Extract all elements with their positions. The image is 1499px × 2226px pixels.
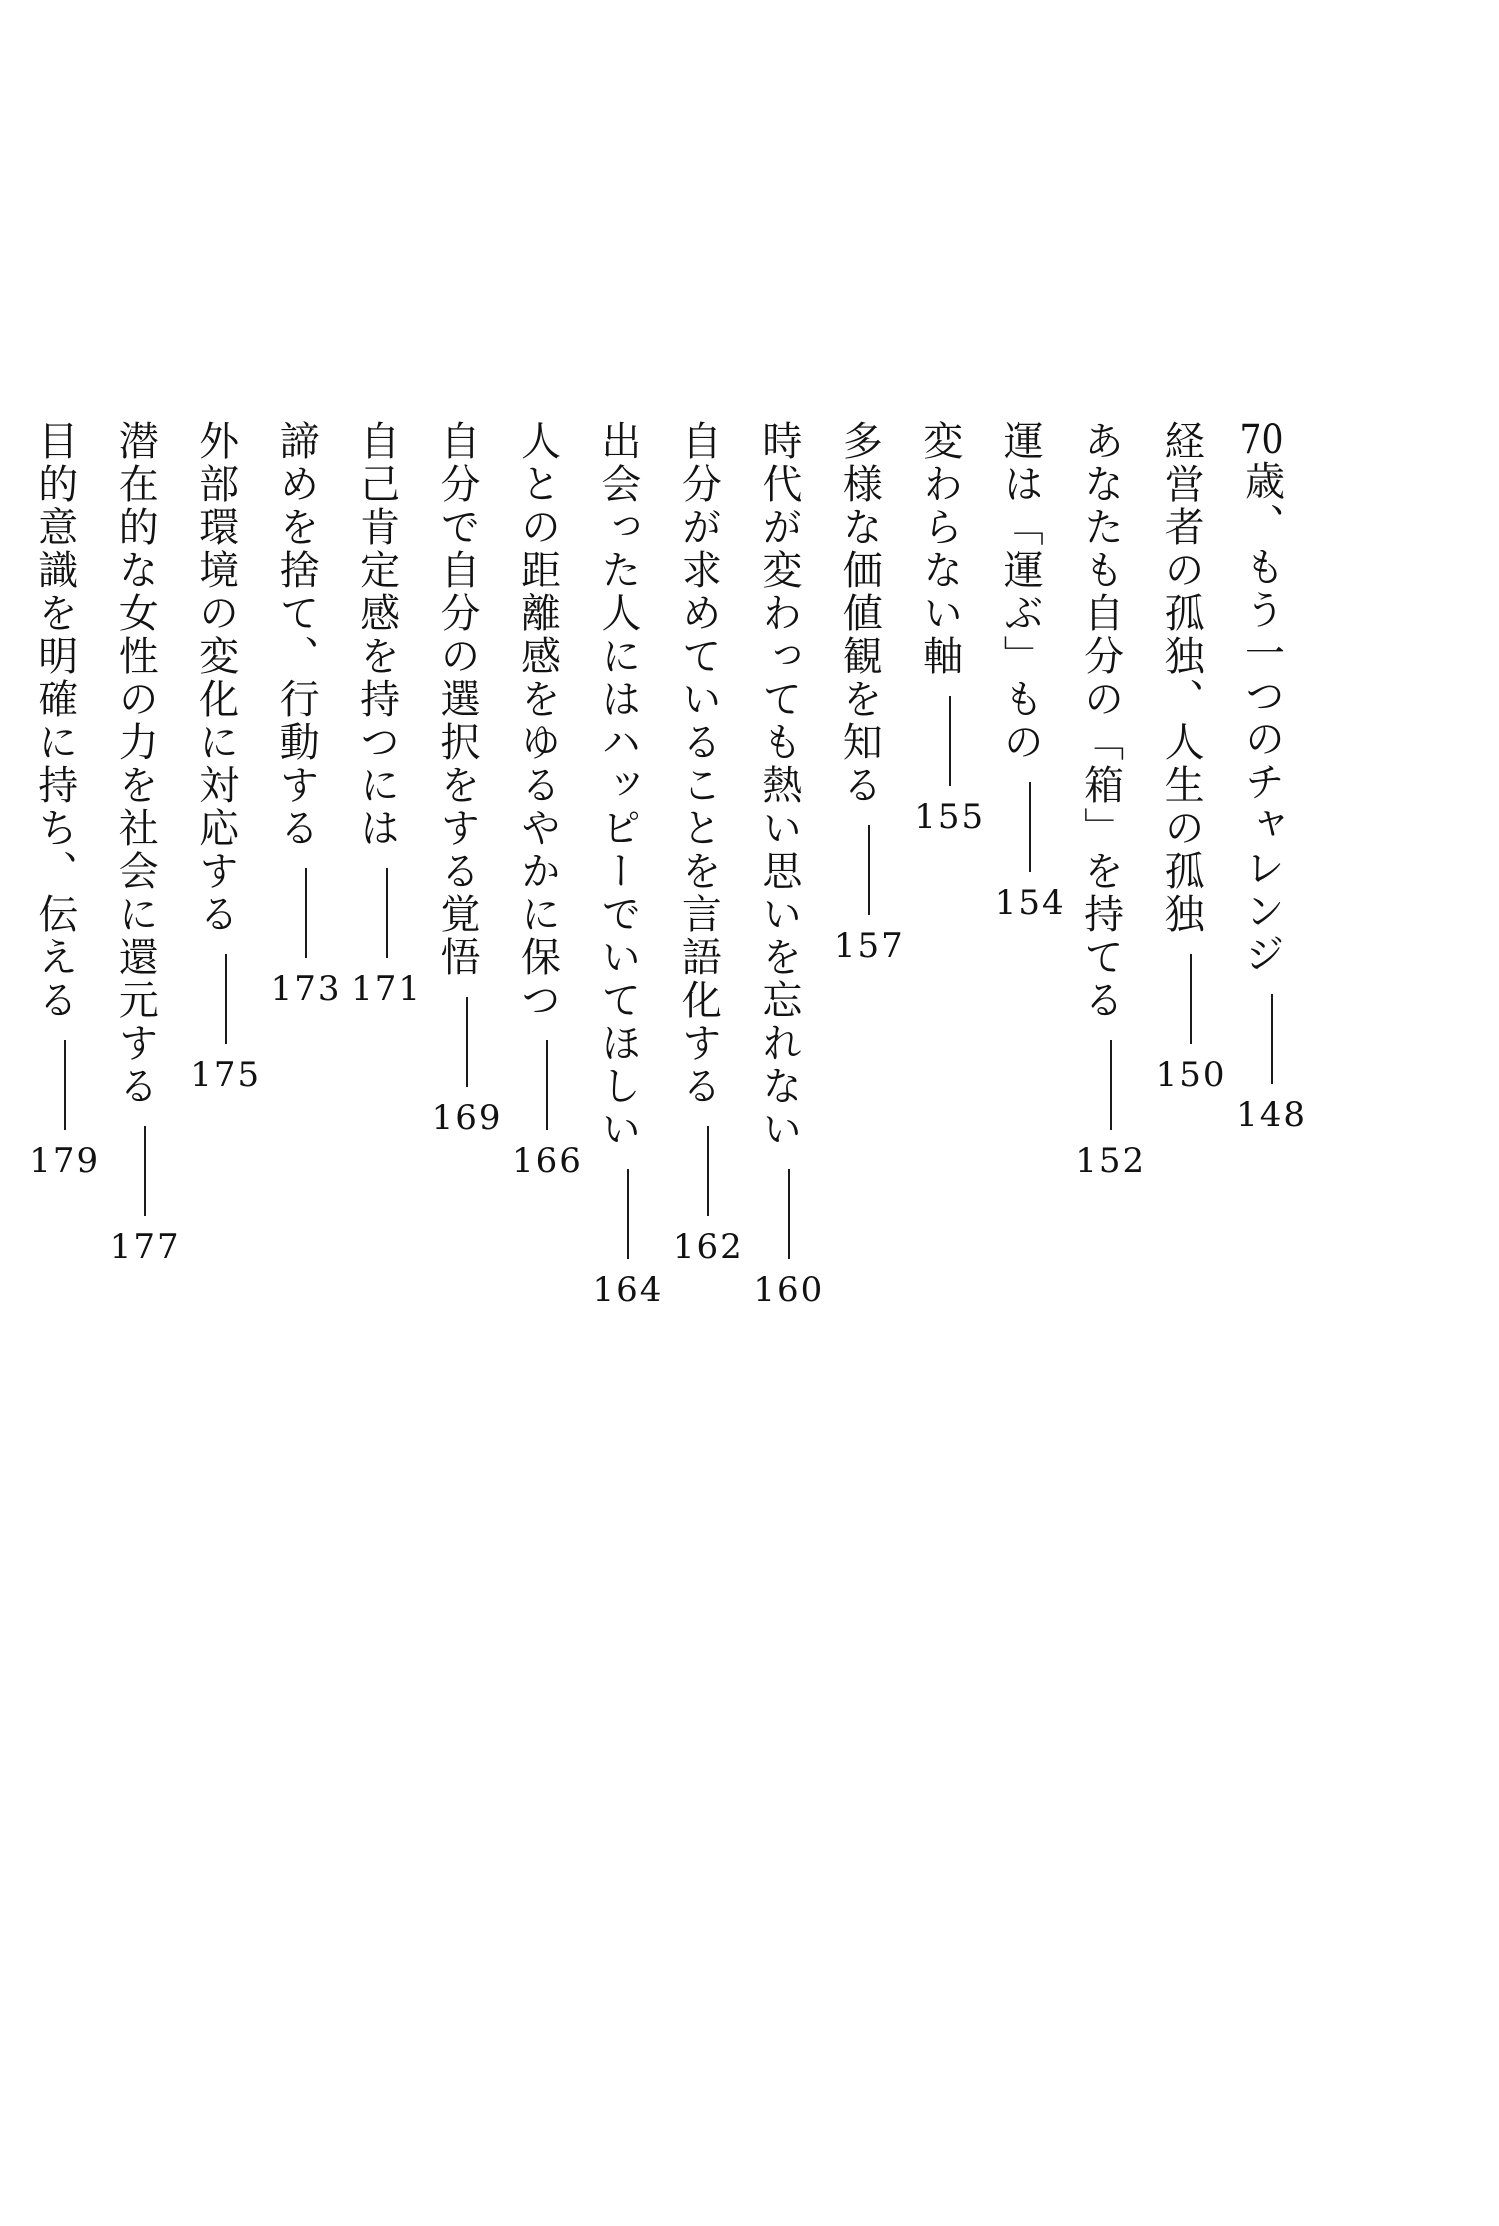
leader-line <box>1029 782 1031 872</box>
page-number: 162 <box>672 1227 744 1267</box>
leader-line <box>386 868 388 958</box>
leader-line <box>225 954 227 1044</box>
page-number: 177 <box>109 1227 181 1267</box>
entry-title: 時代が変わっても熱い思いを忘れない <box>755 420 802 1151</box>
page-number: 150 <box>1155 1055 1227 1095</box>
page-number: 155 <box>914 797 986 837</box>
toc-entry <box>1066 420 1146 2020</box>
leader-line <box>627 1169 629 1259</box>
entry-title: 目的意識を明確に持ち、伝える <box>31 420 78 1022</box>
leader-line <box>1271 994 1273 1084</box>
page-number: 157 <box>833 926 905 966</box>
page-number: 175 <box>190 1055 262 1095</box>
entry-title: 運は「運ぶ」もの <box>997 420 1044 764</box>
page-number: 160 <box>753 1270 825 1310</box>
page-number: 169 <box>431 1098 503 1138</box>
entry-title: 自分が求めていることを言語化する <box>675 420 722 1108</box>
toc-entry <box>905 420 985 2020</box>
entry-title: 経営者の孤独、人生の孤独 <box>1158 420 1205 936</box>
page-number: 154 <box>994 883 1066 923</box>
entry-title: 諦めを捨て、行動する <box>273 420 320 850</box>
entry-title: あなたも自分の「箱」を持てる <box>1077 420 1124 1022</box>
leader-line <box>305 868 307 958</box>
leader-line <box>546 1040 548 1130</box>
leader-line <box>868 825 870 915</box>
page-number: 152 <box>1075 1141 1147 1181</box>
toc-entry <box>824 420 904 2020</box>
leader-line <box>1190 954 1192 1044</box>
toc-entry <box>342 420 422 2020</box>
page-number: 171 <box>351 969 423 1009</box>
leader-line <box>64 1040 66 1130</box>
table-of-contents <box>20 420 1307 2020</box>
leader-line <box>707 1126 709 1216</box>
toc-entry <box>663 420 743 2020</box>
entry-title: 潜在的な女性の力を社会に還元する <box>112 420 159 1108</box>
entry-title: 多様な価値観を知る <box>836 420 883 807</box>
leader-line <box>1110 1040 1112 1130</box>
toc-entry <box>261 420 341 2020</box>
leader-line <box>949 696 951 786</box>
entry-title: 自己肯定感を持つには <box>353 420 400 850</box>
entry-title: 変わらない軸 <box>916 420 963 678</box>
toc-entry <box>422 420 502 2020</box>
toc-entry <box>583 420 663 2020</box>
toc-entry <box>1227 420 1307 2020</box>
toc-entry <box>985 420 1065 2020</box>
leader-line <box>466 997 468 1087</box>
entry-title: 人との距離感をゆるやかに保つ <box>514 420 561 1022</box>
entry-title: 出会った人にはハッピーでいてほしい <box>594 420 641 1151</box>
leader-line <box>788 1169 790 1259</box>
page-number: 173 <box>270 969 342 1009</box>
toc-entry <box>502 420 582 2020</box>
page-number: 179 <box>29 1141 101 1181</box>
entry-title: 自分で自分の選択をする覚悟 <box>434 420 481 979</box>
entry-title: 外部環境の変化に対応する <box>192 420 239 936</box>
page-number: 166 <box>512 1141 583 1181</box>
entry-title: 70歳、もう一つのチャレンジ <box>1238 420 1285 976</box>
toc-entry <box>100 420 180 2020</box>
toc-entry <box>1146 420 1226 2020</box>
toc-entry <box>744 420 824 2020</box>
page-number: 164 <box>592 1270 664 1310</box>
leader-line <box>144 1126 146 1216</box>
toc-entry <box>20 420 100 2020</box>
toc-entry <box>181 420 261 2020</box>
page-number: 148 <box>1236 1095 1307 1135</box>
